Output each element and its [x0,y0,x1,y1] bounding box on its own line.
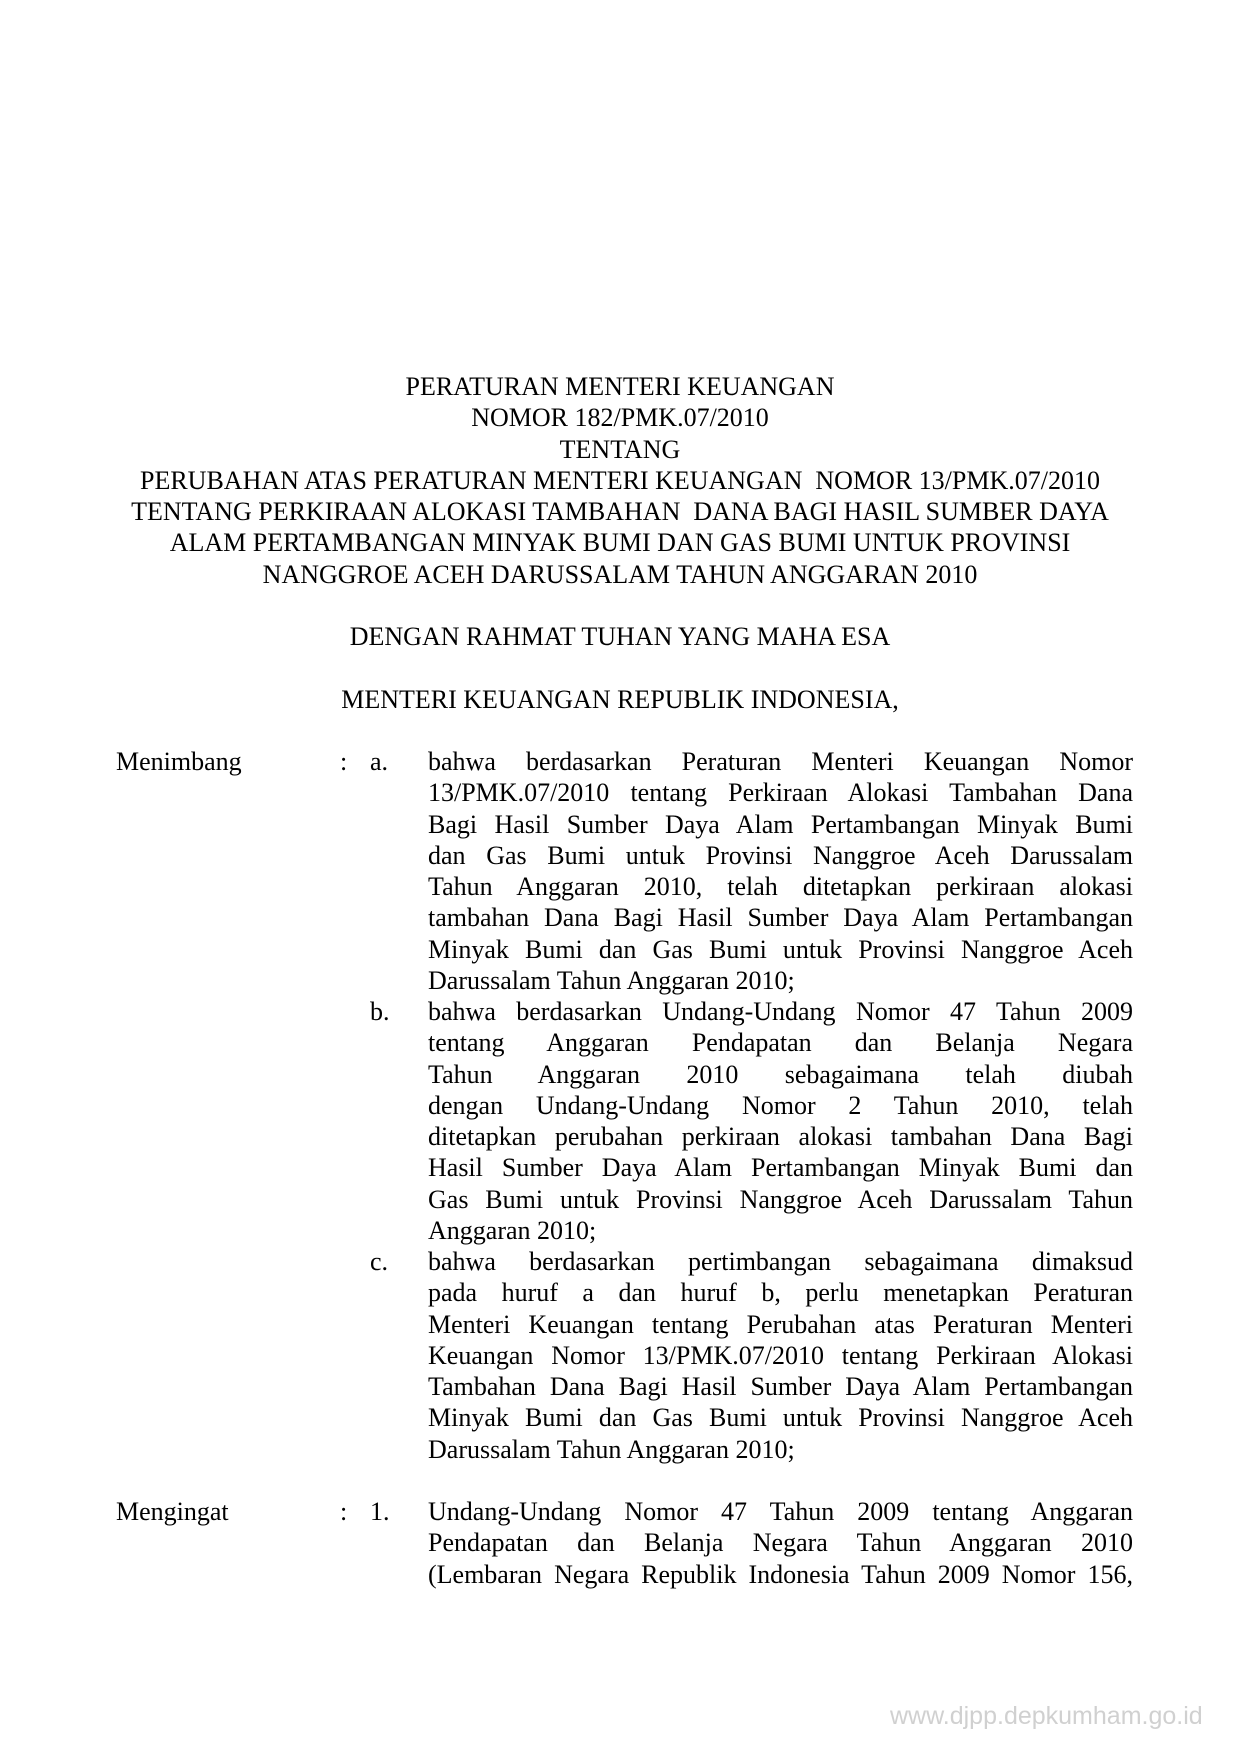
text-line: ditetapkan perubahan perkiraan alokasi tambahan Dana Bagi [428,1122,1133,1151]
text-line: Darussalam Tahun Anggaran 2010; [428,965,795,995]
item-text [428,1496,1133,1590]
title-line: TENTANG [559,434,681,464]
text-line: Minyak Bumi dan Gas Bumi untuk Provinsi Nanggroe Aceh [428,1403,1133,1433]
text-line: Anggaran 2010; [428,1215,597,1245]
text-line: Minyak Bumi dan Gas Bumi untuk Provinsi Nanggroe Aceh [428,934,1133,964]
title-line: TENTANG PERKIRAAN ALOKASI TAMBAHAN DANA BAGI HASIL SUMBER DAYA [131,497,1109,526]
text-line: Bagi Hasil Sumber Daya Alam Pertambangan Minyak Bumi [428,809,1133,839]
text-line: tentang Anggaran Pendapatan dan Belanja Negara [428,1028,1133,1058]
section-label-menimbang: Menimbang [116,747,242,776]
mengingat-section [0,1496,1240,1590]
text-line: (Lembaran Negara Republik Indonesia Tahun 2009 Nomor 156, [428,1559,1133,1589]
title-line: PERATURAN MENTERI KEUANGAN [405,372,835,401]
authority-line: MENTERI KEUANGAN REPUBLIK INDONESIA, [341,684,899,714]
text-line: Menteri Keuangan tentang Perubahan atas Peraturan Menteri [428,1309,1133,1339]
text-line: Undang-Undang Nomor 47 Tahun 2009 tentang Anggaran [428,1497,1133,1526]
consideration-item-a [0,746,1240,996]
text-line: bahwa berdasarkan Undang-Undang Nomor 47 Tahun 2009 [428,997,1133,1026]
text-line: Gas Bumi untuk Provinsi Nanggroe Aceh Darussalam Tahun [428,1184,1133,1214]
text-line: tambahan Dana Bagi Hasil Sumber Daya Alam Pertambangan [428,903,1133,933]
consideration-item-b [0,996,1240,1246]
title-line: ALAM PERTAMBANGAN MINYAK BUMI DAN GAS BUMI UNTUK PROVINSI [169,528,1071,558]
item-marker: c. [370,1247,389,1276]
item-marker: 1. [370,1497,390,1526]
document-content [0,371,1240,1590]
text-line: Hasil Sumber Daya Alam Pertambangan Minyak Bumi dan [428,1153,1133,1183]
section-colon: : [340,747,348,776]
watermark-text: www.djpp.depkumham.go.id [890,1702,1203,1730]
title-line: NOMOR 182/PMK.07/2010 [471,403,769,433]
item-text [428,996,1133,1246]
text-line: dan Gas Bumi untuk Provinsi Nanggroe Aceh Darussalam [428,840,1133,870]
legal-basis-item-1 [0,1496,1240,1590]
text-line: bahwa berdasarkan Peraturan Menteri Keuangan Nomor [428,747,1133,776]
text-line: Keuangan Nomor 13/PMK.07/2010 tentang Perkiraan Alokasi [428,1340,1133,1370]
item-marker: b. [370,997,390,1026]
section-label-mengingat: Mengingat [116,1497,229,1526]
regulation-title [0,371,1240,590]
text-line: Tahun Anggaran 2010 sebagaimana telah diubah [428,1059,1133,1089]
text-line: 13/PMK.07/2010 tentang Perkiraan Alokasi Tambahan Dana [428,778,1133,808]
text-line: Darussalam Tahun Anggaran 2010; [428,1434,795,1464]
item-marker: a. [370,747,389,776]
consideration-item-c [0,1246,1240,1465]
menimbang-section [0,746,1240,1465]
title-line: NANGGROE ACEH DARUSSALAM TAHUN ANGGARAN 2010 [262,559,978,589]
text-line: Tambahan Dana Bagi Hasil Sumber Daya Alam Pertambangan [428,1372,1133,1401]
invocation-line: DENGAN RAHMAT TUHAN YANG MAHA ESA [349,622,891,651]
text-line: bahwa berdasarkan pertimbangan sebagaimana dimaksud [428,1247,1133,1276]
text-line: Tahun Anggaran 2010, telah ditetapkan perkiraan alokasi [428,872,1133,901]
text-line: pada huruf a dan huruf b, perlu menetapkan Peraturan [428,1278,1133,1308]
title-line: PERUBAHAN ATAS PERATURAN MENTERI KEUANGAN NOMOR 13/PMK.07/2010 [140,465,1100,495]
item-text [428,1246,1133,1465]
text-line: dengan Undang-Undang Nomor 2 Tahun 2010, telah [428,1090,1133,1120]
text-line: Pendapatan dan Belanja Negara Tahun Anggaran 2010 [428,1528,1133,1558]
item-text [428,746,1133,996]
section-colon: : [340,1497,348,1526]
